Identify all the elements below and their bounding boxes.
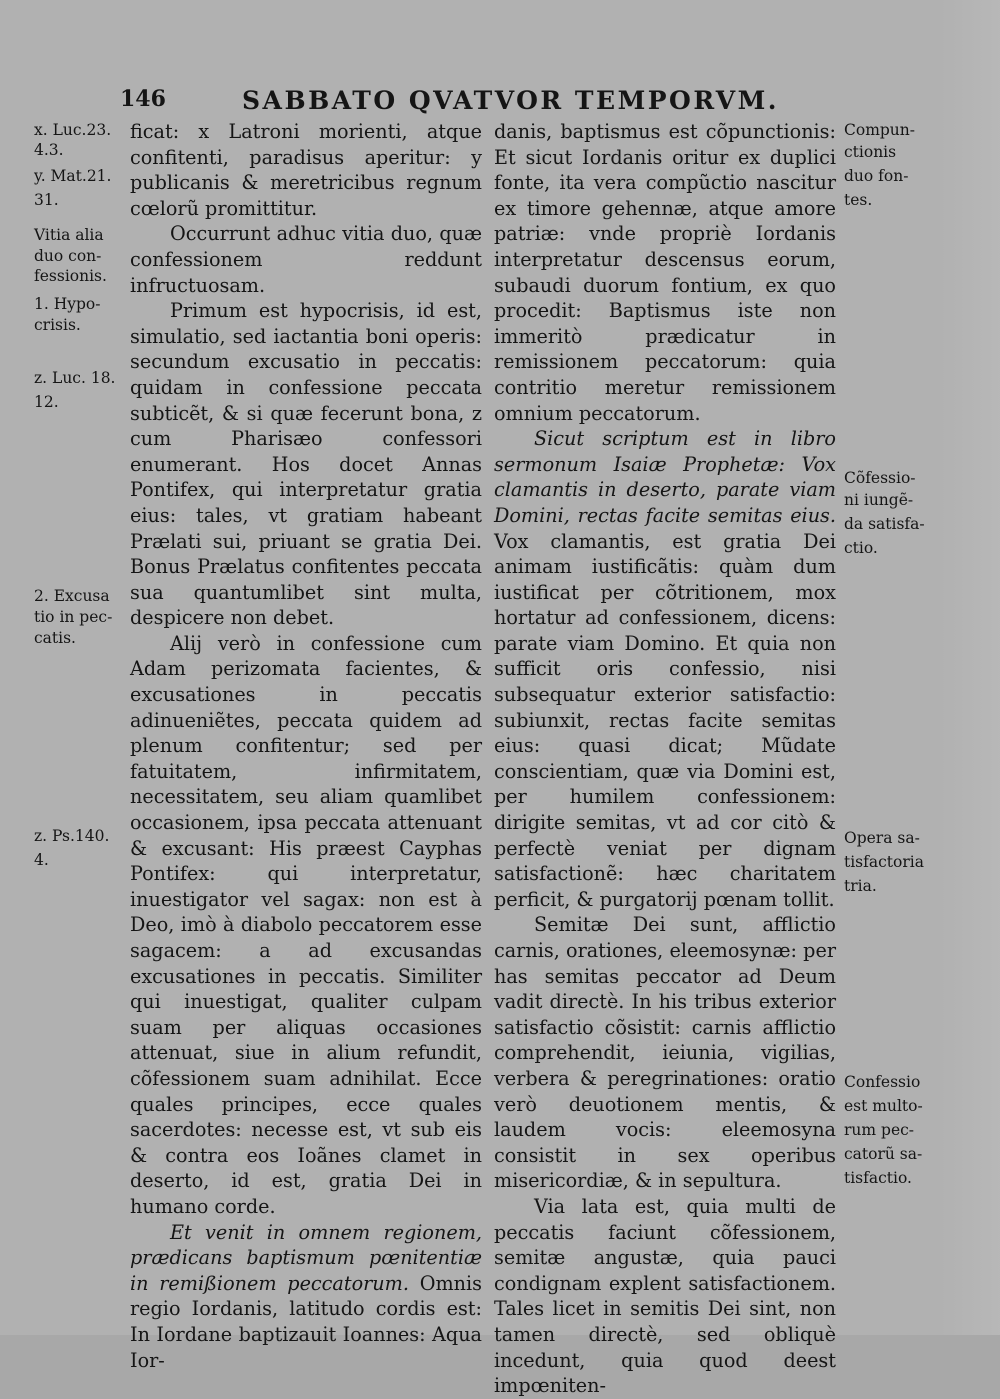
page-header <box>0 86 1000 116</box>
margin-note: duo con- <box>34 247 102 265</box>
margin-note: y. Mat.21. <box>34 167 112 185</box>
margin-note: Confessio <box>844 1073 921 1091</box>
margin-note: z. Luc. 18. <box>34 369 116 387</box>
margin-note: tisfactio. <box>844 1169 912 1187</box>
margin-note: Vitia alia <box>34 226 104 244</box>
page-number: 146 <box>120 86 166 112</box>
margin-note: 4.3. <box>34 141 64 159</box>
paragraph: danis, baptismus est cõpunctionis: Et sicut Iordanis oritur ex duplici fonte, ita vera compũctio nascitur ex timore gehennæ, atque amore patriæ: vnde propriè Iordanis interpretatur descensus eorum, subaudi duorum fontium, ex quo procedit: Baptismus iste non immeritò prædicatur in remissionem peccatorum: quia contritio meretur remissionem omnium peccatorum. <box>494 120 836 425</box>
margin-note: Opera sa- <box>844 829 920 847</box>
paragraph: Alij verò in confessione cum Adam perizomata facientes, & excusationes in peccatis adinueniẽtes, peccata quidem ad plenum confitentur; sed per fatuitatem, infirmitatem, necessitatem, seu aliam quamlibet occasionem, ipsa peccata attenuant & excusant: His præest Cayphas Pontifex: qui interpretatur, inuestigator vel sagax: non est à Deo, imò à diabolo peccatorem esse sagacem: a ad excusandas excusationes in peccatis. Similiter qui inuestigat, qualiter culpam suam per aliquas occasiones attenuat, siue in alium refundit, cõfessionem suam adnihilat. Ecce quales principes, ecce quales sacerdotes: necesse est, vt sub eis & contra eos Ioãnes clamet in deserto, id est, gratia Dei in humano corde. <box>130 631 482 1218</box>
margin-note: tisfactoria <box>844 853 924 871</box>
margin-note: ni iungẽ- <box>844 491 914 509</box>
paragraph: Via lata est, quia multi de peccatis faciunt cõfessionem, semitæ angustæ, quia pauci condignam explent satisfactionem. Tales licet in semitis Dei sint, non tamen directè, sed obliquè incedunt, quia quod deest impœniten- <box>494 1194 836 1398</box>
margin-note: tria. <box>844 877 877 895</box>
running-head: SABBATO QVATVOR TEMPORVM. <box>242 86 779 115</box>
margin-note: 31. <box>34 191 59 209</box>
margin-note: ctionis <box>844 143 897 161</box>
paragraph <box>130 1220 482 1374</box>
paragraph: ficat: x Latroni morienti, atque confitenti, paradisus aperitur: y publicanis & meretricibus regnum cœlorũ promittitur. <box>130 120 482 220</box>
right-text-column <box>494 119 836 1399</box>
paragraph <box>494 426 836 912</box>
margin-note: Cõfessio- <box>844 469 916 487</box>
page-edge-shadow <box>940 0 1000 1335</box>
margin-note: rum pec- <box>844 1121 915 1139</box>
margin-note: 2. Excusa <box>34 587 110 605</box>
margin-note: z. Ps.140. <box>34 827 110 845</box>
paragraph: Occurrunt adhuc vitia duo, quæ confessionem reddunt infructuosam. <box>130 222 482 297</box>
margin-note: x. Luc.23. <box>34 121 112 139</box>
margin-note: fessionis. <box>34 267 107 285</box>
paragraph-continuation: Vox clamantis, est gratia Dei animam iustificãtis: quàm dum iustificat per cõtritionem, mox hortatur ad confessionem, dicens: parate viam Domino. Et quia non sufficit oris confessio, nisi subsequatur exterior satisfactio: subiunxit, rectas facite semitas eius: quasi dicat; Mũdate conscientiam, quæ via Domini est, per humilem confessionem: dirigite semitas, vt ad cor citò & perfectè veniat per dignam satisfactionẽ: hæc charitatem perficit, & purgatorij pœnam tollit. <box>494 529 836 911</box>
left-text-column <box>130 119 482 1373</box>
margin-note: 4. <box>34 851 49 869</box>
margin-note: crisis. <box>34 316 81 334</box>
paragraph: Semitæ Dei sunt, afflictio carnis, orationes, eleemosynæ: per has semitas peccator ad Deum vadit directè. In his tribus exterior satisfactio cõsistit: carnis afflictio comprehendit, ieiunia, vigilias, verbera & peregrinationes: oratio verò deuotionem mentis, & laudem vocis: eleemosyna consistit in sex operibus misericordiæ, & in sepultura. <box>494 913 836 1193</box>
margin-note: duo fon- <box>844 167 909 185</box>
margin-note: 1. Hypo- <box>34 295 101 313</box>
gospel-quote: Et venit in omnem regionem, prædicans baptismum pœnitentiæ in remißionem peccatorum. <box>130 1220 482 1295</box>
margin-note: Compun- <box>844 121 916 139</box>
paragraph: Primum est hypocrisis, id est, simulatio, sed iactantia boni operis: secundum excusatio in peccatis: quidam in confessione peccata subticẽt, & si quæ fecerunt bona, z cum Pharisæo confessori enumerant. Hos docet Annas Pontifex, qui interpretatur gratia eius: tales, vt gratiam habeant Prælati sui, priuant se gratia Dei. Bonus Prælatus confitentes peccata sua quantumlibet sint multa, despicere non debet. <box>130 299 482 630</box>
margin-note: est multo- <box>844 1097 923 1115</box>
margin-note: tio in pec- <box>34 608 113 626</box>
margin-note: 12. <box>34 393 59 411</box>
margin-note: tes. <box>844 191 873 209</box>
scripture-quote: Sicut scriptum est in libro sermonum Isaiæ Prophetæ: Vox clamantis in deserto, parate viam Domini, rectas facite semitas eius. <box>494 427 836 527</box>
paragraph-continuation: Omnis regio Iordanis, latitudo cordis est: In Iordane baptizauit Ioannes: Aqua Ior- <box>130 1271 482 1372</box>
margin-note: catorũ sa- <box>844 1145 923 1163</box>
margin-note: ctio. <box>844 539 878 557</box>
margin-note: da satisfa- <box>844 515 925 533</box>
margin-note: catis. <box>34 629 76 647</box>
